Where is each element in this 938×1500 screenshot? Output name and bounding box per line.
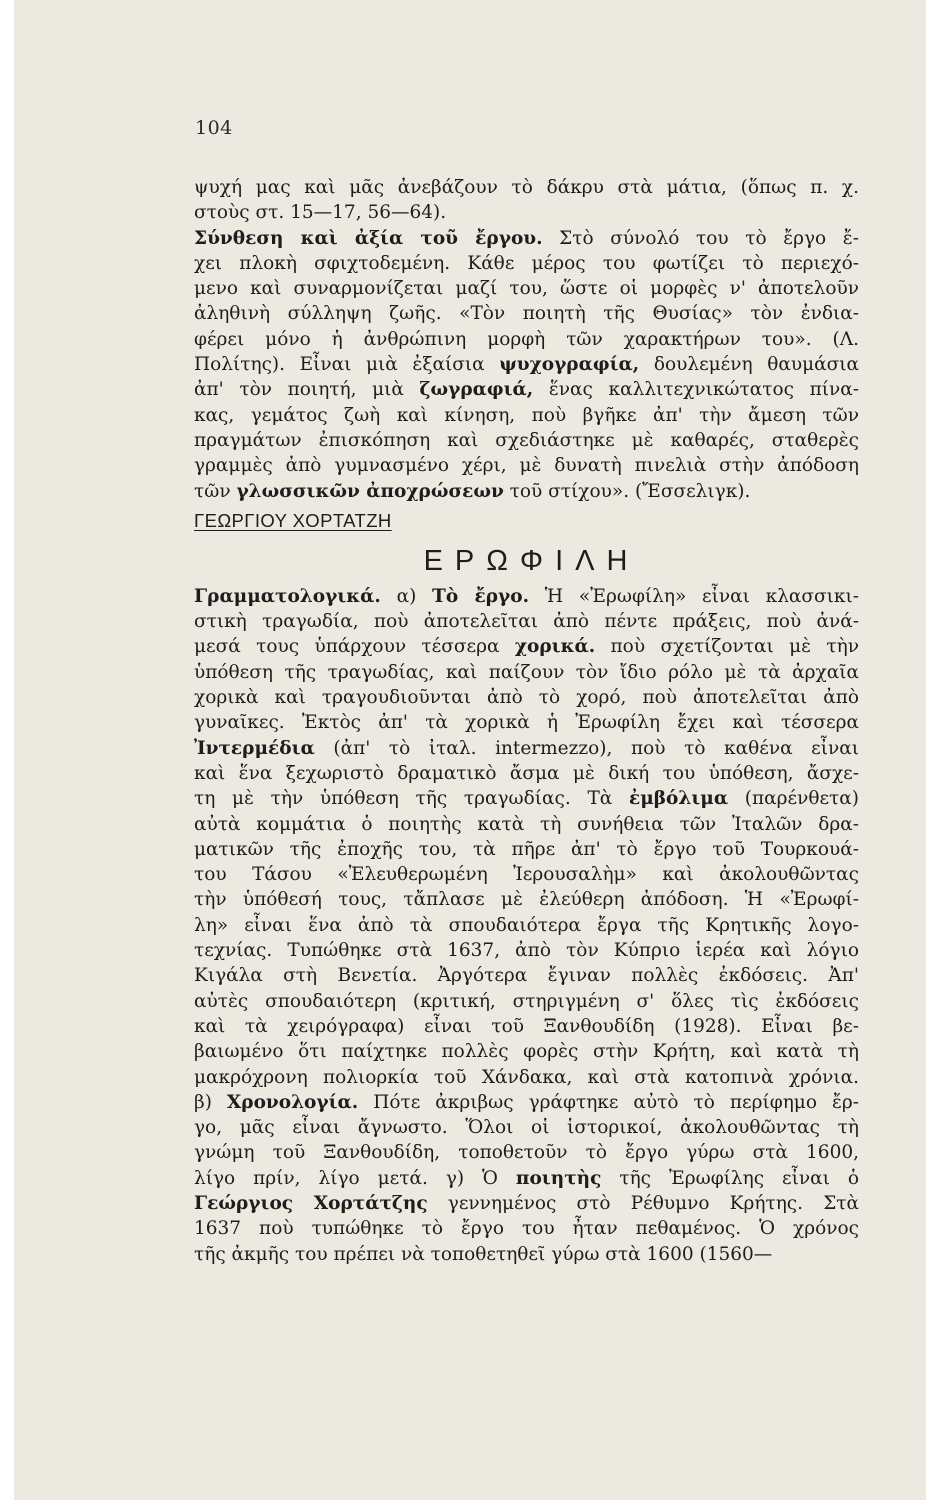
text-line — [194, 428, 859, 453]
text-block — [194, 175, 859, 1267]
text-run: μενο καὶ συναρμονίζεται μαζί του, ὥστε οἱ μορφὲς ν' ἀποτελοῦν — [194, 278, 859, 300]
text-run: ποὺ σχετίζονται μὲ τὴν — [595, 636, 860, 658]
text-run: λη» εἶναι ἕνα ἀπὸ τὰ σπουδαιότερα ἔργα τῆς Κρητικῆς λογο- — [194, 914, 859, 936]
text-run: του Τάσου «Ἐλευθερωμένη Ἰερουσαλὴμ» καὶ ἀκολουθῶντας — [194, 864, 859, 886]
text-line — [194, 736, 859, 761]
text-run: ὑπόθεση τῆς τραγωδίας, καὶ παίζουν τὸν ἴδιο ρόλο μὲ τὰ ἀρχαῖα — [194, 661, 859, 683]
text-line — [194, 1140, 859, 1165]
text-run: πραγμάτων ἐπισκόπηση καὶ σχεδιάστηκε μὲ καθαρές, σταθερὲς — [194, 429, 859, 451]
text-line — [194, 609, 859, 634]
text-line — [194, 989, 859, 1014]
text-run: γο, μᾶς εἶναι ἄγνωστο. Ὅλοι οἱ ἱστορικοί, ἀκολουθῶντας τὴ — [194, 1117, 859, 1139]
text-line — [194, 963, 859, 988]
text-run: καὶ ἕνα ξεχωριστὸ δραματικὸ ἄσμα μὲ δική του ὑπόθεση, ἄσχε- — [194, 762, 859, 784]
text-run: τη μὲ τὴν ὑπόθεση τῆς τραγωδίας. Τὰ — [194, 788, 629, 810]
text-run: α) — [380, 585, 433, 607]
text-run: αὐτὰ κομμάτια ὁ ποιητὴς κατὰ τὴ συνήθεια τῶν Ἰταλῶν δρα- — [194, 813, 859, 835]
text-run: αὐτὲς σπουδαιότερη (κριτική, στηριγμένη σ' ὅλες τὶς ἐκδόσεις — [194, 990, 859, 1012]
text-line — [194, 1242, 859, 1267]
text-run: κας, γεμάτος ζωὴ καὶ κίνηση, ποὺ βγῆκε ἀπ' τὴν ἄμεση τῶν — [194, 404, 859, 426]
text-run: στικὴ τραγωδία, ποὺ ἀποτελεῖται ἀπὸ πέντε πράξεις, ποὺ ἀνά- — [194, 611, 859, 633]
text-run: βαιωμένο ὅτι παίχτηκε πολλὲς φορὲς στὴν Κρήτη, καὶ κατὰ τὴ — [194, 1041, 859, 1063]
text-line — [194, 377, 859, 402]
text-line — [194, 251, 859, 276]
text-line — [194, 584, 859, 609]
text-line — [194, 938, 859, 963]
text-line — [194, 453, 859, 478]
bold-term: ποιητὴς — [515, 1167, 602, 1189]
text-line — [194, 786, 859, 811]
text-line — [194, 1115, 859, 1140]
text-run: ἕνας καλλιτεχνικώτατος πίνα- — [533, 379, 859, 401]
paragraph-literary-notes — [194, 584, 859, 1267]
text-run: τοῦ στίχου». (Ἔσσελιγκ). — [503, 480, 751, 502]
bold-term: ἐμβόλιμα — [628, 788, 729, 810]
text-run: ἀληθινὴ σύλληψη ζωῆς. «Τὸν ποιητὴ τῆς Θυσίας» τὸν ἐνδια- — [194, 303, 859, 325]
text-run: β) — [194, 1091, 227, 1113]
text-run: τῆς Ἐρωφίλης εἶναι ὁ — [601, 1167, 859, 1189]
text-line — [194, 837, 859, 862]
text-run: φέρει μόνο ἡ ἀνθρώπινη μορφὴ τῶν χαρακτήρων του». (Λ. — [194, 328, 859, 350]
text-run: γυναῖκες. Ἐκτὸς ἀπ' τὰ χορικὰ ἡ Ἐρωφίλη ἔχει καὶ τέσσερα — [194, 712, 859, 734]
text-line — [194, 862, 859, 887]
bold-term: χορικά. — [514, 636, 596, 658]
text-run: ματικῶν τῆς ἐποχῆς του, τὰ πῆρε ἀπ' τὸ ἔργο τοῦ Τουρκουά- — [194, 838, 859, 860]
text-line — [194, 1166, 859, 1191]
text-line — [194, 660, 859, 685]
bold-term: Γραμματολογικά. — [194, 585, 381, 607]
work-title: ΕΡΩΦΙΛΗ — [423, 544, 640, 577]
text-line: ψυχή μας καὶ μᾶς ἀνεβάζουν τὸ δάκρυ στὰ μάτια, (ὅπως π. χ. — [194, 177, 859, 198]
bold-term: ψυχογραφία, — [499, 354, 640, 376]
text-run: γεννημένος στὸ Ρέθυμνο Κρήτης. Στὰ — [427, 1192, 860, 1214]
text-run: Πολίτης). Εἶναι μιὰ ἐξαίσια — [194, 354, 500, 376]
text-run: λίγο πρίν, λίγο μετά. γ) Ὁ — [194, 1167, 516, 1189]
book-page — [14, 0, 926, 1500]
text-run: χει πλοκὴ σφιχτοδεμένη. Κάθε μέρος του φωτίζει τὸ περιεχό- — [194, 252, 859, 274]
page-number: 104 — [195, 117, 233, 139]
text-line — [194, 479, 859, 504]
text-run: τῶν — [194, 480, 237, 502]
paragraph-composition — [194, 226, 859, 504]
text-line — [194, 913, 859, 938]
text-run: Ἡ «Ἐρωφίλη» εἶναι κλασσικι- — [529, 585, 859, 607]
text-run: τῆς ἀκμῆς του πρέπει νὰ τοποθετηθεῖ γύρω στὰ 1600 (1560— — [194, 1243, 773, 1265]
text-run: γραμμὲς ἀπὸ γυμνασμένο χέρι, μὲ δυνατὴ πινελιὰ στὴν ἀπόδοση — [194, 455, 859, 477]
text-line — [194, 1039, 859, 1064]
text-run: Στὸ σύνολό του τὸ ἔργο ἔ- — [542, 227, 859, 249]
bold-term: Ἰντερμέδια — [194, 737, 315, 759]
text-line — [194, 710, 859, 735]
paragraph-intro — [194, 175, 859, 226]
text-run: Κιγάλα στὴ Βενετία. Ἀργότερα ἔγιναν πολλὲς ἐκδόσεις. Ἀπ' — [194, 965, 859, 987]
text-line — [194, 887, 859, 912]
text-run: (παρένθετα) — [728, 788, 860, 810]
text-line — [194, 301, 859, 326]
bold-term: γλωσσικῶν ἀποχρώσεων — [236, 480, 504, 502]
text-line — [194, 761, 859, 786]
text-run: (ἀπ' τὸ ἰταλ. intermezzo), ποὺ τὸ καθένα εἶναι — [314, 737, 859, 759]
text-run: 1637 ποὺ τυπώθηκε τὸ ἔργο του ἦταν πεθαμένος. Ὁ χρόνος — [194, 1218, 859, 1240]
text-line — [194, 1065, 859, 1090]
text-run: ἀπ' τὸν ποιητή, μιὰ — [194, 379, 420, 401]
text-line — [194, 685, 859, 710]
text-line — [194, 812, 859, 837]
bold-term: Χρονολογία. — [226, 1091, 359, 1113]
text-run: τὴν ὑπόθεσή τους, τἄπλασε μὲ ἐλεύθερη ἀπόδοση. Ἡ «Ἐρωφί- — [194, 889, 859, 911]
text-line — [194, 226, 859, 251]
bold-term: Γεώργιος Χορτάτζης — [194, 1192, 428, 1214]
text-run: μεσά τους ὑπάρχουν τέσσερα — [194, 636, 515, 658]
bold-term: ζωγραφιά, — [419, 379, 534, 401]
author-heading: ΓΕΩΡΓΙΟΥ ΧΟΡΤΑΤΖΗ — [194, 509, 392, 531]
text-run: καὶ τὰ χειρόγραφα) εἶναι τοῦ Ξανθουδίδη (1928). Εἶναι βε- — [194, 1015, 859, 1037]
text-run: τεχνίας. Τυπώθηκε στὰ 1637, ἀπὸ τὸν Κύπριο ἱερέα καὶ λόγιο — [194, 940, 859, 962]
text-line — [194, 1191, 859, 1216]
bold-term: Σύνθεση καὶ ἀξία τοῦ ἔργου. — [194, 227, 543, 249]
text-line — [194, 1090, 859, 1115]
text-run: χορικὰ καὶ τραγουδιοῦνται ἀπὸ τὸ χορό, ποὺ ἀποτελεῖται ἀπὸ — [194, 687, 859, 709]
text-line — [194, 352, 859, 377]
text-line — [194, 276, 859, 301]
text-run: δουλεμένη θαυμάσια — [639, 354, 859, 376]
text-line — [194, 403, 859, 428]
text-line — [194, 1216, 859, 1241]
bold-term: Τὸ ἔργο. — [432, 585, 530, 607]
text-line — [194, 634, 859, 659]
text-line: στοὺς στ. 15—17, 56—64). — [194, 202, 447, 224]
text-run: γνώμη τοῦ Ξανθουδίδη, τοποθετοῦν τὸ ἔργο γύρω στὰ 1600, — [194, 1142, 859, 1164]
text-line — [194, 327, 859, 352]
text-line — [194, 1014, 859, 1039]
text-run: Πότε ἀκριβως γράφτηκε αὐτὸ τὸ περίφημο ἔρ- — [358, 1091, 859, 1113]
text-run: μακρόχρονη πολιορκία τοῦ Χάνδακα, καὶ στὰ κατοπινὰ χρόνια. — [194, 1066, 859, 1088]
